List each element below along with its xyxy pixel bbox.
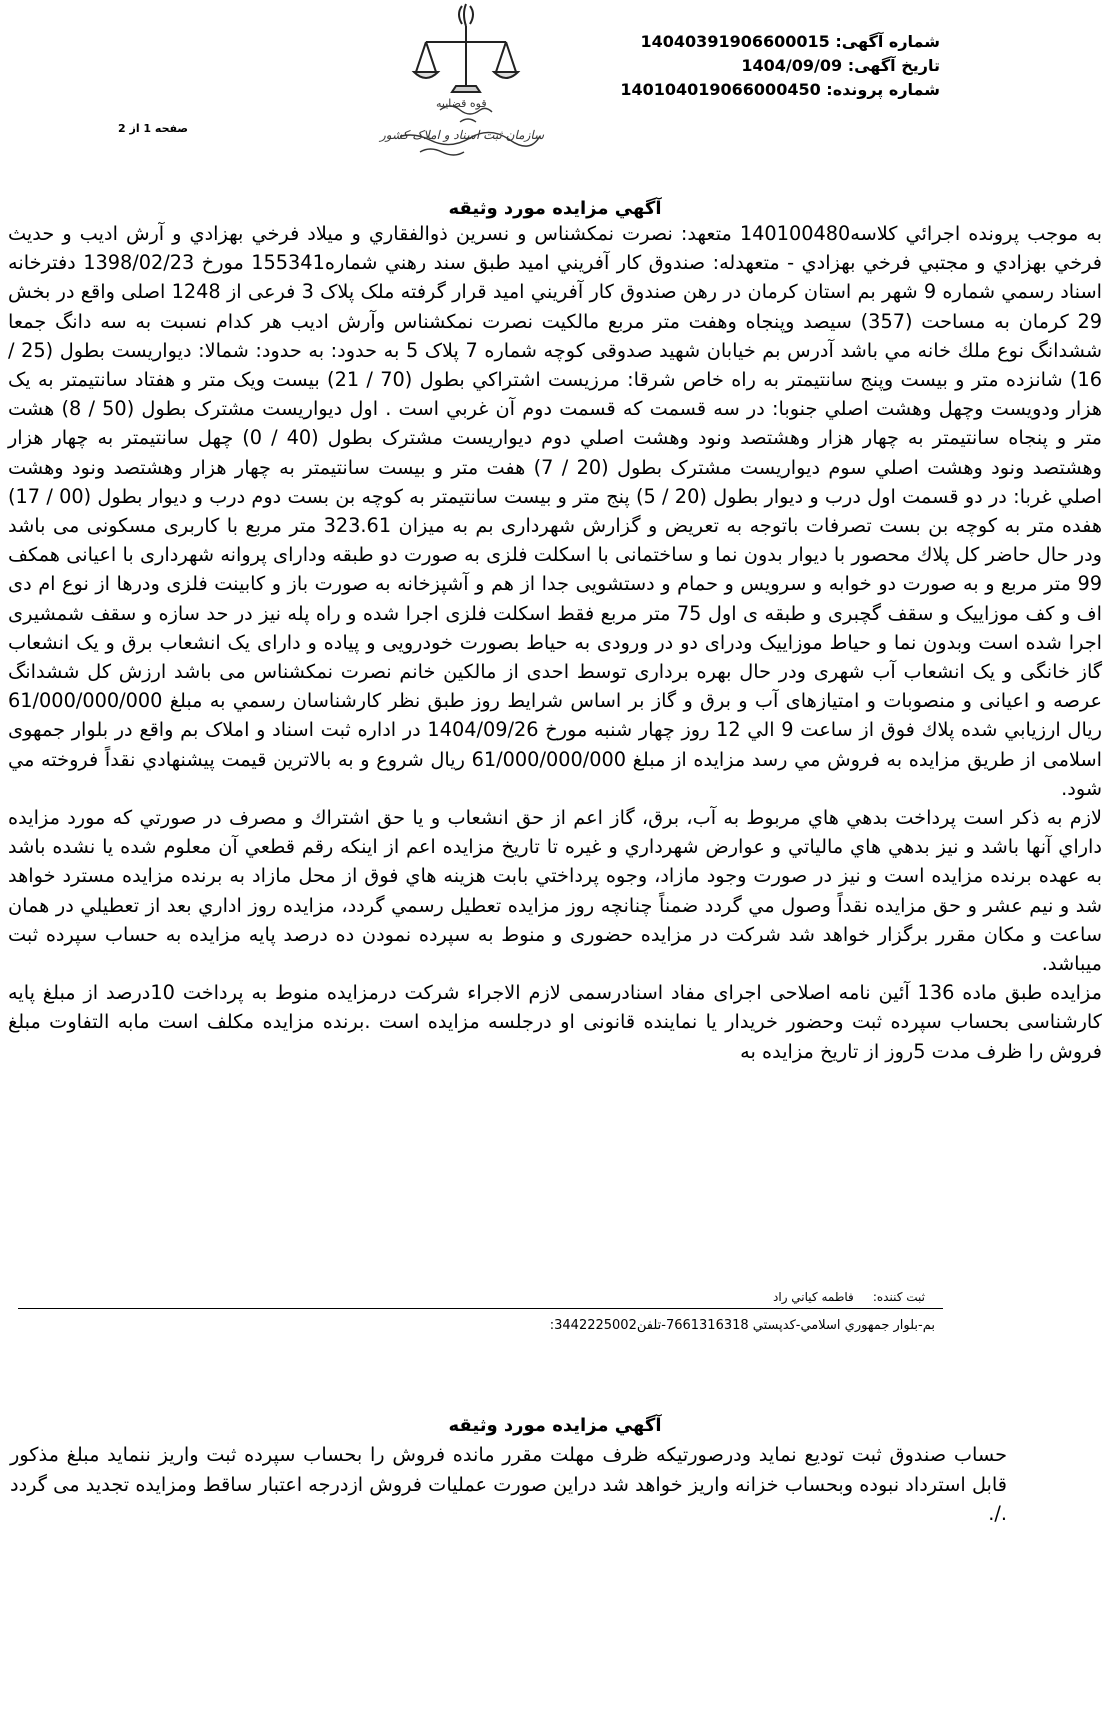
emblem-caption-bottom: سازمان ثبت اسناد و املاک کشور <box>380 128 545 142</box>
footer-address: بم-بلوار جمهوري اسلامي-كدپستي 7661316318-تلفن3442225002: <box>549 1318 935 1333</box>
divider <box>18 1308 943 1309</box>
ad-number: 14040391906600015 <box>640 32 830 51</box>
document-title: آگهي مزايده مورد وثيقه <box>448 198 662 219</box>
ad-number-label: شماره آگهی: <box>835 32 940 51</box>
case-number-row <box>620 78 940 102</box>
recorder-name: فاطمه كياني راد <box>773 1290 854 1304</box>
recorder-line <box>773 1290 925 1304</box>
recorder-label: ثبت كننده: <box>872 1290 925 1304</box>
paragraph-property-description: به موجب پرونده اجرائي كلاسه140100480 متعهد: نصرت نمكشناس و نسرين ذوالفقاري و ميلاد فرخي بهزادي و آرش اديب و حديث فرخي بهزادي و مجتبي فرخي بهزادي - متعهدله: صندوق كار آفريني اميد طبق سند رهني شماره155341 مورخ 1398/02/23 دفترخانه اسناد رسمي شماره 9 شهر بم استان كرمان در رهن صندوق كار آفريني اميد قرار گرفته ملک پلاک 3 فرعی از 1248 اصلی واقع در بخش 29 کرمان به مساحت (357) سیصد وپنجاه وهفت متر مربع مالكيت نصرت نمكشناس وآرش اديب هر كدام نسبت به سه دانگ جمعا ششدانگ نوع ملك خانه مي باشد آدرس بم خیابان شهید صدوقی کوچه شماره 7 پلاک 5 به حدود: به حدود: شمالا: ديواريست بطول (25 / 16) شانزده متر و بيست وپنج سانتيمتر به راه خاص شرقا: مرزيست اشتراكي بطول (70 / 21) بيست ويک متر و هفتاد سانتيمتر به يک هزار ودويست وچهل وهشت اصلي جنوبا: در سه قسمت كه قسمت دوم آن غربي است . اول ديواريست مشترک بطول (50 / 8) هشت متر و پنجاه سانتيمتر به چهار هزار وهشتصد ونود وهشت اصلي دوم ديواريست مشترک بطول (40 / 0) چهل سانتيمتر به چهار هزار وهشتصد ونود وهشت اصلي سوم ديواريست مشترک بطول (20 / 7) هفت متر و بيست سانتيمتر به چهار هزار وهشتصد ونود وهشت اصلي غربا: در دو قسمت اول درب و ديوار بطول (20 / 5) پنج متر و بيست سانتيمتر به كوچه بن بست دوم درب و ديوار بطول (00 / 17) هفده متر به كوچه بن بست تصرفات باتوجه به تعریض و گزارش شهرداری بم به میزان 323.61 متر مربع با کاربری مسکونی می باشد ودر حال حاضر كل پلاك محصور با دیوار بدون نما و ساختمانی با اسكلت فلزی به صورت دو طبقه ودارای پروانه شهرداری با اعیانی همكف 99 متر مربع و به صورت دو خوابه و سرویس و حمام و دستشویی جدا از هم و آشپزخانه به صورت باز و كابینت فلزی ودرها از نوع ام دی اف و كف موزاییک و سقف گچبری و طبقه ی اول 75 متر مربع فقط اسكلت فلزی اجرا شده و راه پله نیز در حد سازه و سقف شمشیری اجرا شده است وبدون نما و حیاط موزاییک ودرای دو در ورودی به حیاط بصورت خودرویی و پیاده و دارای یک انشعاب برق و یک انشعاب گاز خانگی و یک انشعاب آب شهری ودر حال بهره برداری توسط احدی از مالكین خانم نصرت نمكشناس می باشد ارزش کل ششدانگ عرصه و اعیانی و منصوبات و امتیازهای آب و برق و گاز بر اساس شرايط روز طبق نظر كارشناسان رسمي به مبلغ 61/000/000/000 ريال ارزيابي شده پلاك فوق از ساعت 9 الي 12 روز چهار شنبه مورخ 1404/09/26 در اداره ثبت اسناد و املاک بم واقع در بلوار جمهوی اسلامی از طریق مزایده به فروش مي رسد مزايده از مبلغ 61/000/000/000 ريال شروع و به بالاترين قيمت پيشنهادي نقداً فروخته مي شود. <box>8 222 1103 800</box>
ad-date-label: تاریخ آگهی: <box>847 56 940 75</box>
case-number-label: شماره پرونده: <box>826 80 940 99</box>
page2-paragraph: حساب صندوق ثبت تودیع نماید ودرصورتیکه ظرف مهلت مقرر مانده فروش را بحساب سپرده ثبت واریز ننماید مبلغ مذکور قابل استرداد نبوده وبحساب خزانه واریز خواهد شد دراین صورت عملیات فروش ازدرجه اعتبار ساقط ومزایده تجدید می گردد ./. <box>10 1443 1007 1525</box>
page2-title: آگهي مزايده مورد وثيقه <box>448 1415 662 1436</box>
ad-date-row <box>620 54 940 78</box>
case-number: 140104019066000450 <box>620 80 821 99</box>
paragraph-conditions: لازم به ذكر است پرداخت بدهي هاي مربوط به آب، برق، گاز اعم از حق انشعاب و يا حق اشتراك و مصرف در صورتي كه مورد مزايده داراي آنها باشد و نيز بدهي هاي مالياتي و عوارض شهرداري و غيره تا تاريخ مزايده اعم از اينكه رقم قطعي آن معلوم شده يا نشده باشد به عهده برنده مزايده است و نيز در صورت وجود مازاد، وجوه پرداختي بابت هزينه هاي فوق از محل مازاد به برنده مزايده مسترد خواهد شد و نيم عشر و حق مزايده نقداً وصول مي گردد ضمناً چنانچه روز مزايده تعطيل رسمي گردد، مزايده روز اداري بعد از تعطيلي در همان ساعت و مكان مقرر برگزار خواهد شد شركت در مزايده حضوری و منوط به سپرده نمودن ده درصد پایه مزایده به حساب سپرده ثبت میباشد. <box>8 806 1102 976</box>
ad-date: 1404/09/09 <box>741 56 843 75</box>
judiciary-emblem <box>380 0 590 165</box>
notice-meta <box>620 30 940 102</box>
emblem-caption-top: قوه قضاییه <box>436 97 487 110</box>
ad-number-row <box>620 30 940 54</box>
page-indicator: صفحه 1 از 2 <box>118 122 189 135</box>
document-body <box>8 219 1102 1066</box>
paragraph-deposit-terms: مزایده طبق ماده 136 آئین نامه اصلاحی اجرای مفاد اسنادرسمی لازم الاجراء شرکت درمزایده منوط به پرداخت 10درصد از مبلغ پایه کارشناسی بحساب سپرده ثبت وحضور خریدار یا نماینده قانونی او درجلسه مزایده است .برنده مزایده مکلف است مابه التفاوت مبلغ فروش را ظرف مدت 5روز از تاریخ مزایده به <box>8 981 1103 1063</box>
